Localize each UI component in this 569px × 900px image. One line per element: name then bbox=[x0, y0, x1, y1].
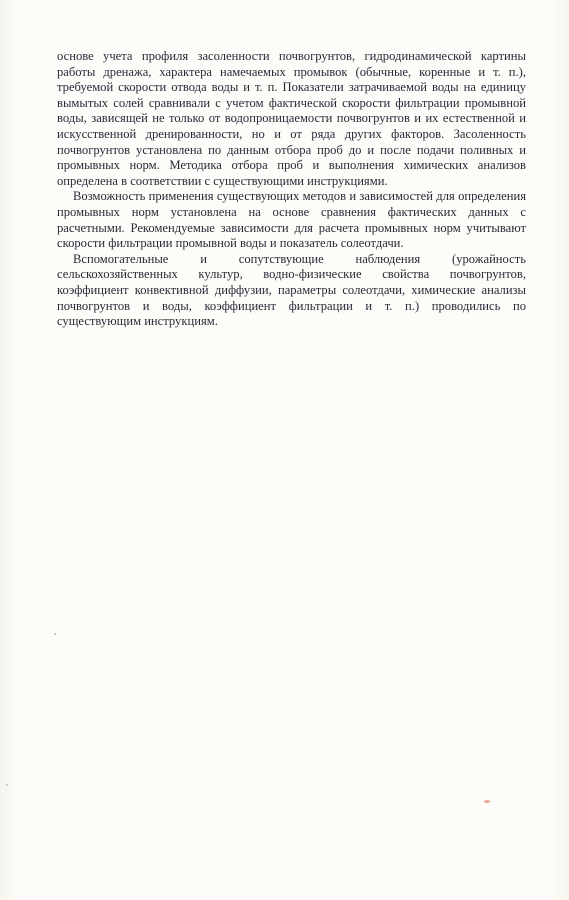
body-text bbox=[57, 49, 526, 330]
paragraph-2: Возможность применения существующих методов и зависимостей для определения промывных норм установлена на основе сравнения фактических данных с расчетными. Рекомендуемые зависимости для расчета промывных норм учитывают скорости фильтрации промывной воды и показатель солеотдачи. bbox=[57, 189, 526, 251]
print-speck bbox=[6, 784, 8, 786]
paragraph-3: Вспомогательные и сопутствующие наблюдения (урожайность сельскохозяйственных культур, водно-физические свойства почвогрунтов, коэффициент конвективной диффузии, параметры солеотдачи, химические анализы почвогрунтов и воды, коэффициент фильтрации и т. п.) проводились по существующим инструкциям. bbox=[57, 251, 526, 329]
print-speck bbox=[54, 633, 56, 635]
print-speck bbox=[484, 800, 490, 803]
paragraph-1: основе учета профиля засоленности почвогрунтов, гидродинамической картины работы дренажа, характера намечаемых промывок (обычные, коренные и т. п.), требуемой скорости отвода воды и т. п. Показатели затрачиваемой воды на единицу вымытых солей сравнивали с учетом фактической скорости фильтрации промывной воды, зависящей не только от водопроницаемости почвогрунтов и их естественной и искусственной дренированности, но и от ряда других факторов. Засоленность почвогрунтов установлена по данным отбора проб до и после подачи поливных и промывных норм. Методика отбора проб и выполнения химических анализов определена в соответствии с существующими инструкциями. bbox=[57, 49, 526, 188]
